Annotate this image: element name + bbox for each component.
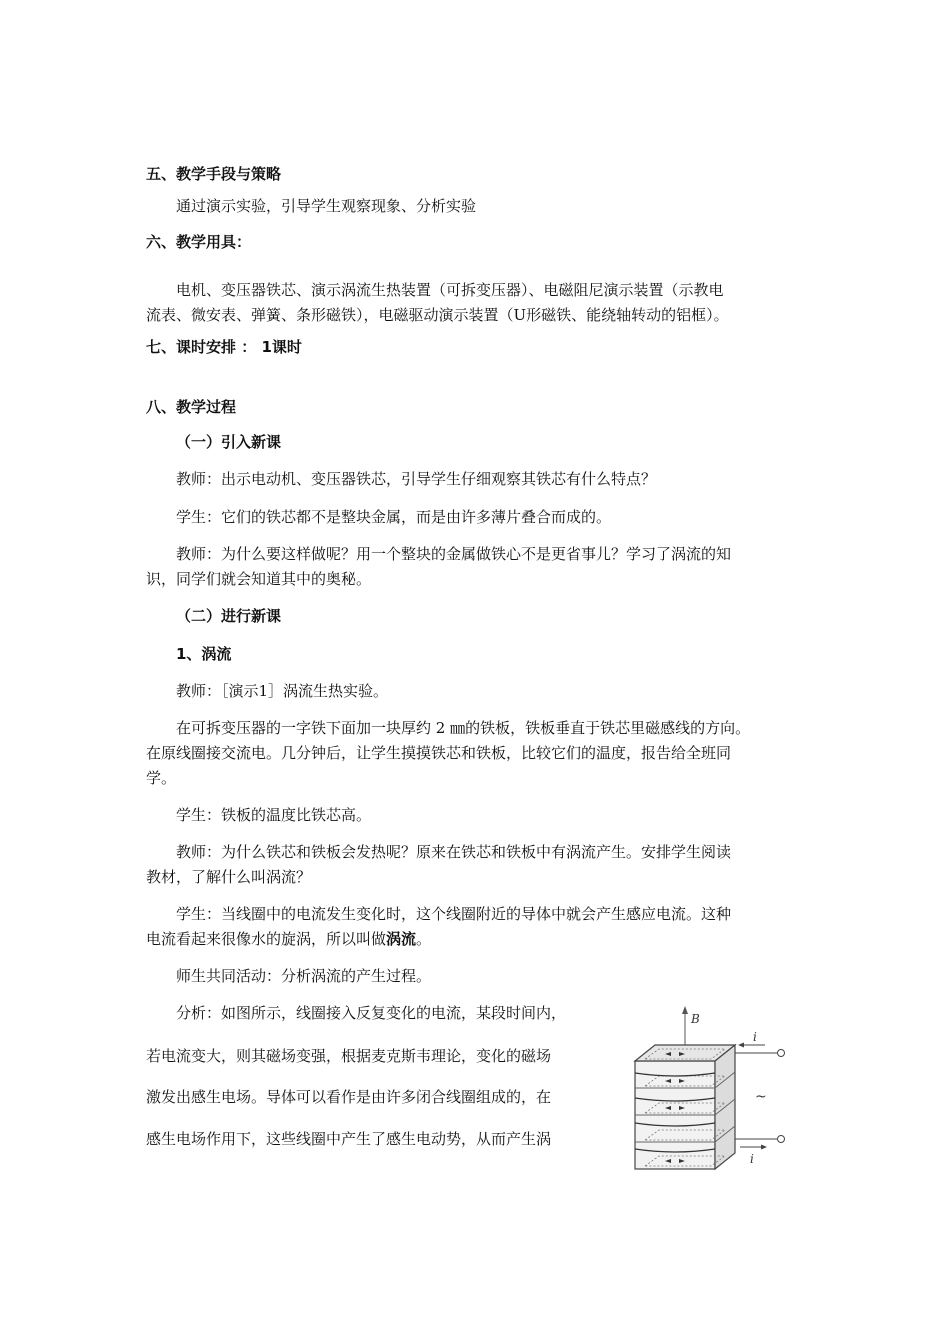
eddy-current-figure: [625, 1003, 800, 1175]
label-b: B: [691, 1012, 700, 1026]
analysis-line-1: 分析：如图所示，线圈接入反复变化的电流，某段时间内，: [176, 1004, 567, 1022]
paragraph-student-2: 学生：铁板的温度比铁芯高。: [176, 806, 372, 824]
paragraph-student-3-line-2: [146, 929, 431, 949]
section-5-heading: 五、教学手段与策略: [146, 165, 282, 183]
label-i-bottom: i: [750, 1152, 754, 1166]
paragraph-student-3-line-1: 学生：当线圈中的电流发生变化时，这个线圈附近的导体中就会产生感应电流。这种: [176, 905, 732, 923]
paragraph-teacher-3-line-2: 教材，了解什么叫涡流？: [146, 868, 312, 886]
paragraph-joint-activity: 师生共同活动：分析涡流的产生过程。: [176, 967, 432, 985]
section-6-line-1: 电机、变压器铁芯、演示涡流生热装置（可拆变压器）、电磁阻尼演示装置（示教电: [176, 281, 724, 299]
section-7-heading: 七、课时安排 ： 1课时: [146, 338, 302, 356]
label-i-top: i: [753, 1030, 757, 1044]
analysis-line-3: 激发出感生电场。导体可以看作是由许多闭合线圈组成的，在: [146, 1088, 552, 1106]
paragraph-teacher-2-line-2: 识，同学们就会知道其中的奥秘。: [146, 570, 372, 588]
terminal-bottom: [778, 1136, 785, 1143]
paragraph-demo-desc-line-3: 学。: [146, 769, 177, 787]
paragraph-teacher-1: 教师：出示电动机、变压器铁芯，引导学生仔细观察其铁芯有什么特点？: [176, 470, 657, 488]
student-3-suffix: 。: [416, 930, 432, 948]
paragraph-student-1: 学生：它们的铁芯都不是整块金属，而是由许多薄片叠合而成的。: [176, 508, 612, 526]
paragraph-demo-1: 教师：［演示1］涡流生热实验。: [176, 682, 389, 700]
subsection-new-lesson-heading: （二）进行新课: [176, 607, 282, 625]
label-ac-symbol: ~: [755, 1089, 767, 1105]
student-3-prefix: 电流看起来很像水的旋涡，所以叫做: [146, 930, 387, 948]
analysis-line-4: 感生电场作用下，这些线圈中产生了感生电动势，从而产生涡: [146, 1130, 552, 1148]
terminal-top: [778, 1050, 785, 1057]
paragraph-demo-desc-line-2: 在原线圈接交流电。几分钟后，让学生摸摸铁芯和铁板，比较它们的温度，报告给全班同: [146, 744, 732, 762]
topic-eddy-current-heading: 1、涡流: [176, 645, 232, 663]
paragraph-demo-desc-line-1: 在可拆变压器的一字铁下面加一块厚约 2 ㎜的铁板，铁板垂直于铁芯里磁感线的方向。: [176, 719, 751, 737]
section-5-text: 通过演示实验，引导学生观察现象、分析实验: [176, 197, 477, 215]
paragraph-teacher-3-line-1: 教师：为什么铁芯和铁板会发热呢？原来在铁芯和铁板中有涡流产生。安排学生阅读: [176, 843, 732, 861]
subsection-intro-heading: （一）引入新课: [176, 433, 282, 451]
section-6-heading: 六、教学用具：: [146, 233, 252, 251]
section-8-heading: 八、教学过程: [146, 398, 237, 416]
paragraph-teacher-2-line-1: 教师：为什么要这样做呢？用一个整块的金属做铁心不是更省事儿？学习了涡流的知: [176, 545, 732, 563]
section-6-line-2: 流表、微安表、弹簧、条形磁铁），电磁驱动演示装置（U形磁铁、能绕轴转动的铝框）。: [146, 306, 729, 324]
eddy-current-term: 涡流: [386, 930, 417, 948]
analysis-line-2: 若电流变大，则其磁场变强，根据麦克斯韦理论，变化的磁场: [146, 1047, 552, 1065]
